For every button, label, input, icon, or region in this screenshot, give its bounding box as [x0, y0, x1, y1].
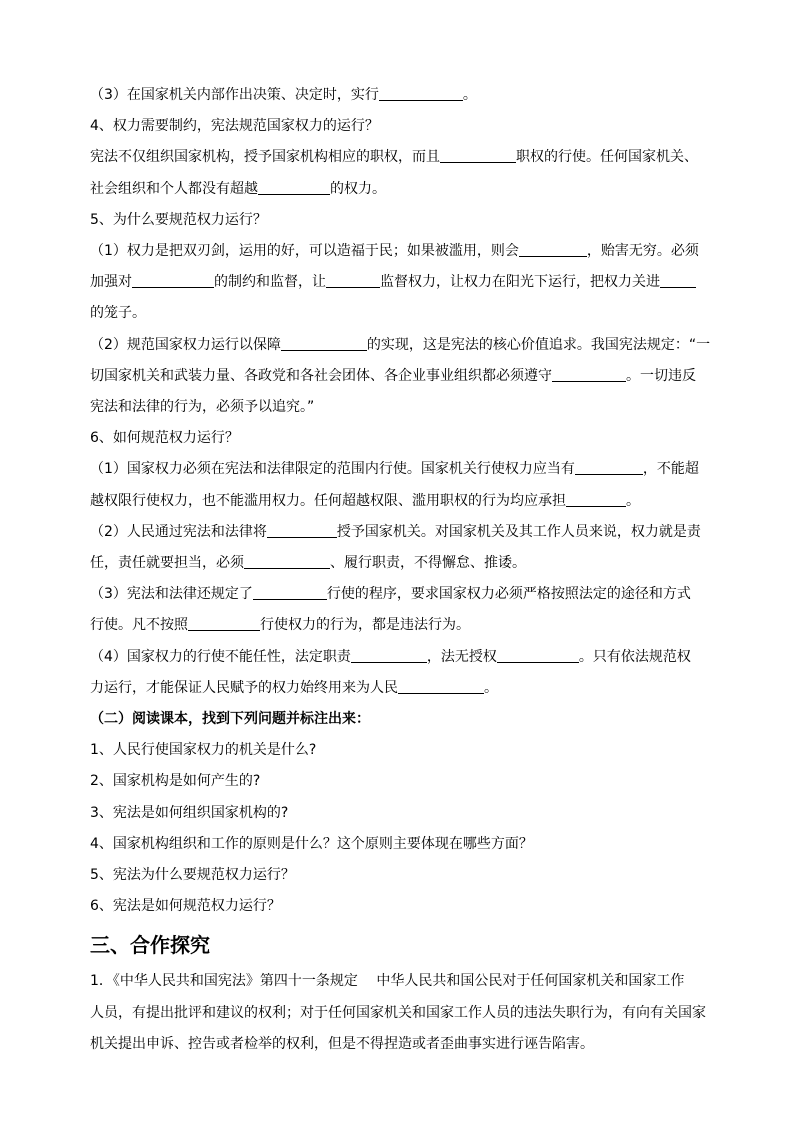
fill-blank[interactable]	[188, 615, 260, 631]
text-line: 切国家机关和武装力量、各政党和各社会团体、各企业事业组织都必须遵守 。一切违反	[90, 367, 696, 384]
section-heading: 三、合作探究	[90, 933, 210, 958]
fill-blank[interactable]	[132, 272, 214, 288]
text-line: （4）国家权力的行使不能任性，法定职责 ，法无授权 。只有依法规范权	[90, 648, 691, 665]
fill-blank[interactable]	[552, 366, 626, 382]
text-line: 1．《中华人民共和国宪法》第四十一条规定 中华人民共和国公民对于任何国家机关和国家工作	[90, 973, 685, 990]
text-line: （3）宪法和法律还规定了 行使的程序，要求国家权力必须严格按照法定的途径和方式	[90, 586, 691, 603]
fill-blank[interactable]	[379, 85, 463, 101]
question-heading: 4、权力需要制约，宪法规范国家权力的运行？	[90, 118, 379, 135]
text-line: （1）权力是把双刃剑，运用的好，可以造福于民；如果被滥用，则会 ，贻害无穷。必须	[90, 243, 699, 260]
fill-blank[interactable]	[497, 647, 579, 663]
text-line: 行使。凡不按照 行使权力的行为，都是违法行为。	[90, 617, 470, 634]
text-line: 加强对 的制约和监督，让 监督权力，让权力在阳光下运行，把权力关进	[90, 267, 710, 298]
section-subheading: （二）阅读课本，找到下列问题并标注出来：	[90, 711, 370, 728]
fill-blank[interactable]	[575, 459, 643, 475]
text-line: 宪法不仅组织国家机构，授予国家机构相应的职权，而且 职权的行使。任何国家机关、	[90, 149, 698, 166]
text-line: （2）规范国家权力运行以保障 的实现，这是宪法的核心价值追求。我国宪法规定：“一	[90, 336, 711, 353]
question-item: 4、国家机构组织和工作的原则是什么？这个原则主要体现在哪些方面？	[90, 835, 533, 852]
fill-blank[interactable]	[519, 241, 587, 257]
question-heading: 6、如何规范权力运行？	[90, 430, 239, 447]
text-line: （2）人民通过宪法和法律将 授予国家机关。对国家机关及其工作人员来说，权力就是责	[90, 523, 701, 540]
question-item: 6、宪法是如何规范权力运行？	[90, 898, 281, 915]
question-item: 3、宪法是如何组织国家机构的?	[90, 804, 289, 821]
text-line: 社会组织和个人都没有超越 的权力。	[90, 180, 386, 197]
question-item: 1、人民行使国家权力的机关是什么?	[90, 742, 317, 759]
fill-blank[interactable]	[566, 491, 626, 507]
question-item: 5、宪法为什么要规范权力运行？	[90, 867, 295, 884]
text-line: 宪法和法律的行为，必须予以追究。”	[90, 399, 315, 416]
fill-blank[interactable]	[326, 272, 380, 288]
fill-blank[interactable]	[660, 272, 696, 288]
question-item: 2、国家机构是如何产生的?	[90, 773, 261, 790]
text-line: 的笼子。	[90, 305, 146, 322]
text-line: 人员，有提出批评和建议的权利；对于任何国家机关和国家工作人员的违法失职行为，有向有关国家	[90, 1004, 706, 1021]
fill-blank[interactable]	[244, 553, 330, 569]
fill-blank[interactable]	[398, 678, 484, 694]
text-line: （3）在国家机关内部作出决策、决定时，实行 。	[90, 87, 477, 103]
text-line: 机关提出申诉、控告或者检举的权利，但是不得捏造或者歪曲事实进行诬告陷害。	[90, 1035, 594, 1052]
text-line: （1）国家权力必须在宪法和法律限定的范围内行使。国家机关行使权力应当有 ，不能超	[90, 461, 699, 478]
question-heading: 5、为什么要规范权力运行？	[90, 211, 267, 228]
fill-blank[interactable]	[440, 147, 516, 163]
fill-blank[interactable]	[281, 335, 367, 351]
text-line: 力运行，才能保证人民赋予的权力始终用来为人民 。	[90, 679, 498, 696]
document-content	[90, 80, 710, 1060]
text-line: 任，责任就要担当，必须 、履行职责，不得懈怠、推诿。	[90, 555, 526, 572]
fill-blank[interactable]	[253, 584, 327, 600]
text-line: 越权限行使权力，也不能滥用权力。任何超越权限、滥用职权的行为均应承担 。	[90, 492, 640, 509]
fill-blank[interactable]	[258, 179, 330, 195]
fill-blank[interactable]	[351, 647, 427, 663]
fill-blank[interactable]	[267, 522, 337, 538]
